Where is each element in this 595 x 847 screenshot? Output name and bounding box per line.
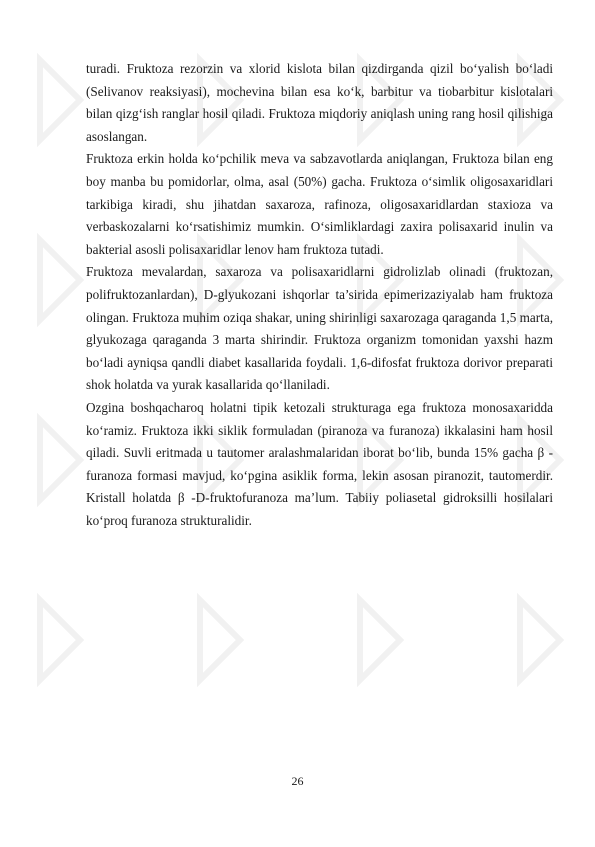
page-number: 26 <box>291 774 304 788</box>
paragraph-fructose-sources: Fruktoza erkin holda ko‘pchilik meva va sabzavotlarda aniqlangan, Fruktoza bilan eng boy manba bu pomidorlar, olma, asal (50%) gacha. Fruktoza o‘simlik oligosaxaridlari tarkibiga kiradi, shu jihatdan saxaroza, rafinoza, oligosaxaridlardan staxioza va verbaskozalarni ko‘rsatishimiz mumkin. O‘simliklardagi zaxira polisaxarid inulin va bakterial asosli polisaxaridlar lenov ham fruktoza tutadi. <box>86 151 553 257</box>
paragraph-selivanov-reaction: turadi. Fruktoza rezorzin va xlorid kislota bilan qizdirganda qizil bo‘yalish bo‘ladi (Selivanov reaksiyasi), mochevina bilan esa ko‘k, barbitur va tiobarbitur kislotalari bilan qizg‘ish ranglar hosil qiladi. Fruktoza miqdoriy aniqlash uning rang hosil qilishiga asoslangan. <box>86 61 553 144</box>
page-body <box>86 58 553 532</box>
paragraph-fructose-production: Fruktoza mevalardan, saxaroza va polisaxaridlarni gidrolizlab olinadi (fruktozan, polifruktozanlardan), D-glyukozani ishqorlar ta’sirida epimerizaziyalab ham fruktoza olingan. Fruktoza muhim oziqa shakar, uning shirinligi saxarozaga qaraganda 1,5 marta, glyukozaga qaraganda 3 marta shirindir. Fruktoza organizm tomonidan yaxshi hazm bo‘ladi ayniqsa qandli diabet kasallarida foydali. 1,6-difosfat fruktoza dorivor preparati shok holatda va yurak kasallarida qo‘llaniladi. <box>86 264 553 393</box>
paragraph-fructose-structure: Ozgina boshqacharoq holatni tipik ketozali strukturaga ega fruktoza monosaxaridda ko‘ramiz. Fruktoza ikki siklik formuladan (piranoza va furanoza) ikkalasini ham hosil qiladi. Suvli eritmada u tautomer aralashmalaridan iborat bo‘lib, bunda 15% gacha β -furanoza formasi mavjud, ko‘pgina asiklik forma, lekin asosan piranozit, tautomerdir. Kristall holatda β -D-fruktofuranoza ma’lum. Tabiiy poliasetal gidroksilli hosilalari ko‘proq furanoza strukturalidir. <box>86 399 553 528</box>
